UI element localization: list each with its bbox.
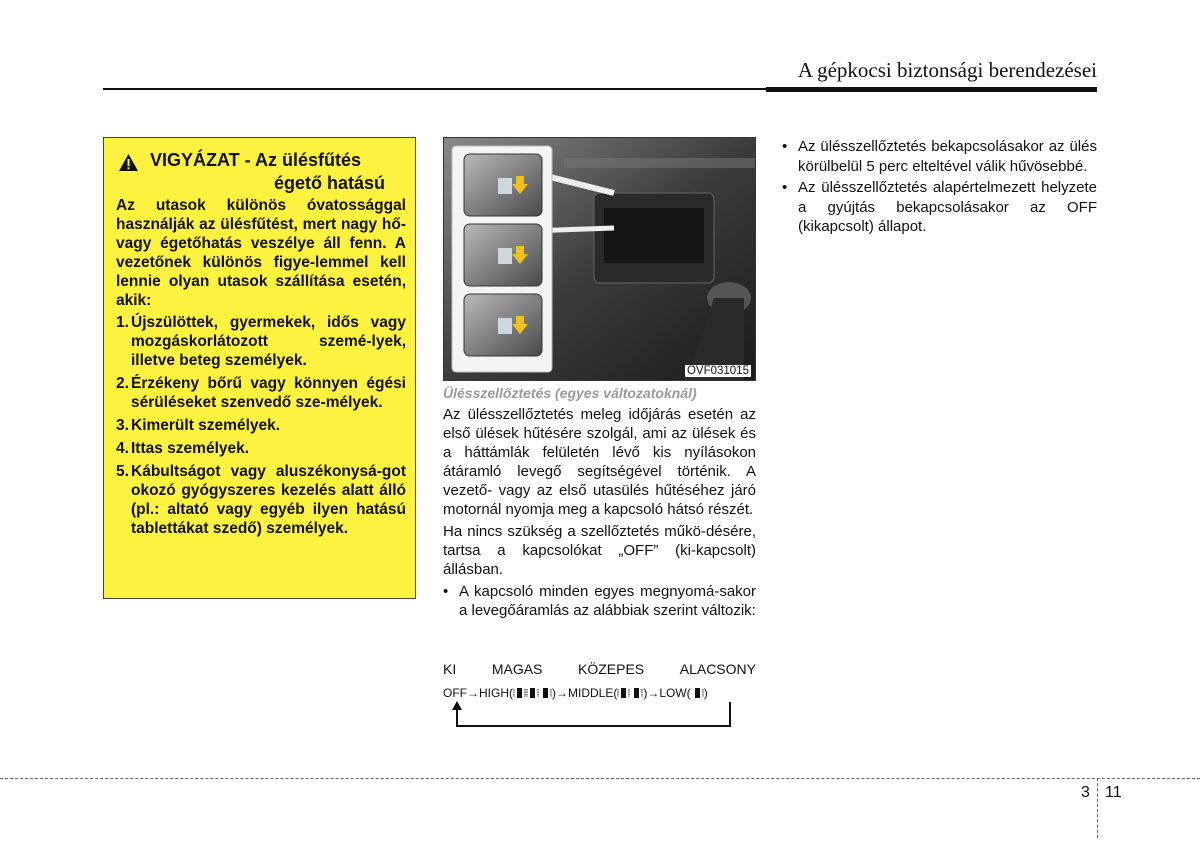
fan-level-icon [691, 686, 704, 700]
warning-list-item [116, 374, 406, 412]
warning-title [150, 151, 361, 170]
warning-intro: Az utasok különös óvatossággal használják az ülésfűtést, mert nagy hő- vagy égetőhatás veszélye áll fenn. A vezetőnek különös figye-lemmel kell lennie olyan utasok szállítása esetén, akik: [116, 197, 406, 309]
bullet-text: Az ülésszellőztetés bekapcsolásakor az ülés körülbelül 5 perc elteltével válik hűvösebbé. [798, 138, 1097, 175]
seq-off: OFF [443, 686, 467, 700]
level-label: ALACSONY [679, 661, 756, 677]
cycle-return-arrow [449, 700, 739, 730]
item-text: Újszülöttek, gyermekek, idős vagy mozgáskorlátozott szemé-lyek, illetve beteg személyek. [131, 314, 406, 369]
item-number: 2. [116, 375, 129, 392]
bullet-dot: • [443, 583, 449, 600]
paragraph: Ha nincs szükség a szellőztetés műkö-désére, tartsa a kapcsolókat „OFF” (ki-kapcsolt) állásban. [443, 523, 756, 578]
warning-title-line2: égető hatású [274, 173, 386, 193]
warning-list-item [116, 313, 406, 370]
seat-ventilation-photo [443, 137, 756, 381]
paragraph: Az ülésszellőztetés meleg időjárás esetén az első ülések hűtésére szolgál, ami az ülések és a háttámlák felületén lévő kis nyílásokon átáramló levegő segítségével történik. A vezető- vagy az első utasülés hűtéséhez járó motornál nyomja meg a kapcsoló hátsó részét. [443, 406, 756, 518]
bullet-item [782, 137, 1097, 176]
fan-level-icon [630, 686, 643, 700]
level-labels [443, 661, 756, 677]
level-label: KÖZEPES [578, 661, 645, 677]
bullet-text: Az ülésszellőztetés alapértelmezett helyzete a gyújtás bekapcsolásakor az OFF (kikapcsolt) állapot. [798, 179, 1097, 235]
warning-list-item [116, 439, 406, 458]
seq-close: ) [552, 686, 556, 700]
warning-triangle-icon [118, 153, 139, 172]
bullet-dot: • [782, 138, 788, 155]
warning-title-line1: Az ülésfűtés [255, 150, 362, 170]
warning-list [116, 313, 406, 538]
bullet-dot: • [782, 179, 788, 196]
item-text: Érzékeny bőrű vagy könnyen égési sérüléseket szenvedő sze-mélyek. [131, 375, 406, 411]
level-label: KI [443, 661, 457, 677]
warning-label: VIGYÁZAT - [150, 150, 251, 170]
fan-level-icon [526, 686, 539, 700]
page-index: 11 [1105, 784, 1122, 801]
item-number: 3. [116, 417, 129, 434]
seq-low: LOW( [659, 686, 691, 700]
page-header-title: A gépkocsi biztonsági berendezései [797, 58, 1097, 82]
warning-list-item [116, 462, 406, 538]
console-illustration [444, 138, 756, 381]
middle-column-text [443, 405, 756, 620]
seq-close: ) [703, 686, 708, 700]
warning-header [116, 148, 406, 194]
header-rule-accent [766, 87, 1097, 92]
bullet-item [782, 178, 1097, 237]
figure-caption: Ülésszellőztetés (egyes változatoknál) [443, 385, 697, 401]
item-number: 1. [116, 314, 129, 331]
bullet-item [443, 582, 756, 620]
fan-level-icon [513, 686, 526, 700]
level-label: MAGAS [491, 661, 543, 677]
figure-code: OVF031015 [686, 365, 749, 377]
seq-high: HIGH( [479, 686, 513, 700]
item-number: 5. [116, 463, 129, 480]
seq-close: ) [643, 686, 648, 700]
footer-divider [0, 778, 1200, 779]
item-text: Ittas személyek. [131, 440, 250, 457]
seq-arrow: → [467, 686, 479, 700]
section-number: 3 [1081, 784, 1090, 801]
item-text: Kimerült személyek. [131, 417, 281, 434]
right-column-text [782, 137, 1097, 239]
seq-middle: MIDDLE( [568, 686, 618, 700]
seq-arrow: → [647, 686, 660, 700]
seq-arrow: → [556, 686, 568, 700]
mode-sequence [443, 686, 708, 700]
warning-box [103, 137, 416, 599]
fan-level-icon [617, 686, 630, 700]
fan-level-icon [539, 686, 552, 700]
footer-vertical-divider [1097, 778, 1098, 838]
item-text: Kábultságot vagy aluszékonysá-got okozó gyógyszeres kezelés alatt álló (pl.: altató vagy egyéb ilyen hatású tablettákat szedő) személyek. [131, 463, 406, 537]
item-number: 4. [116, 440, 129, 457]
warning-list-item [116, 416, 406, 435]
bullet-text: A kapcsoló minden egyes megnyomá-sakor a levegőáramlás az alábbiak szerint változik: [459, 583, 756, 619]
